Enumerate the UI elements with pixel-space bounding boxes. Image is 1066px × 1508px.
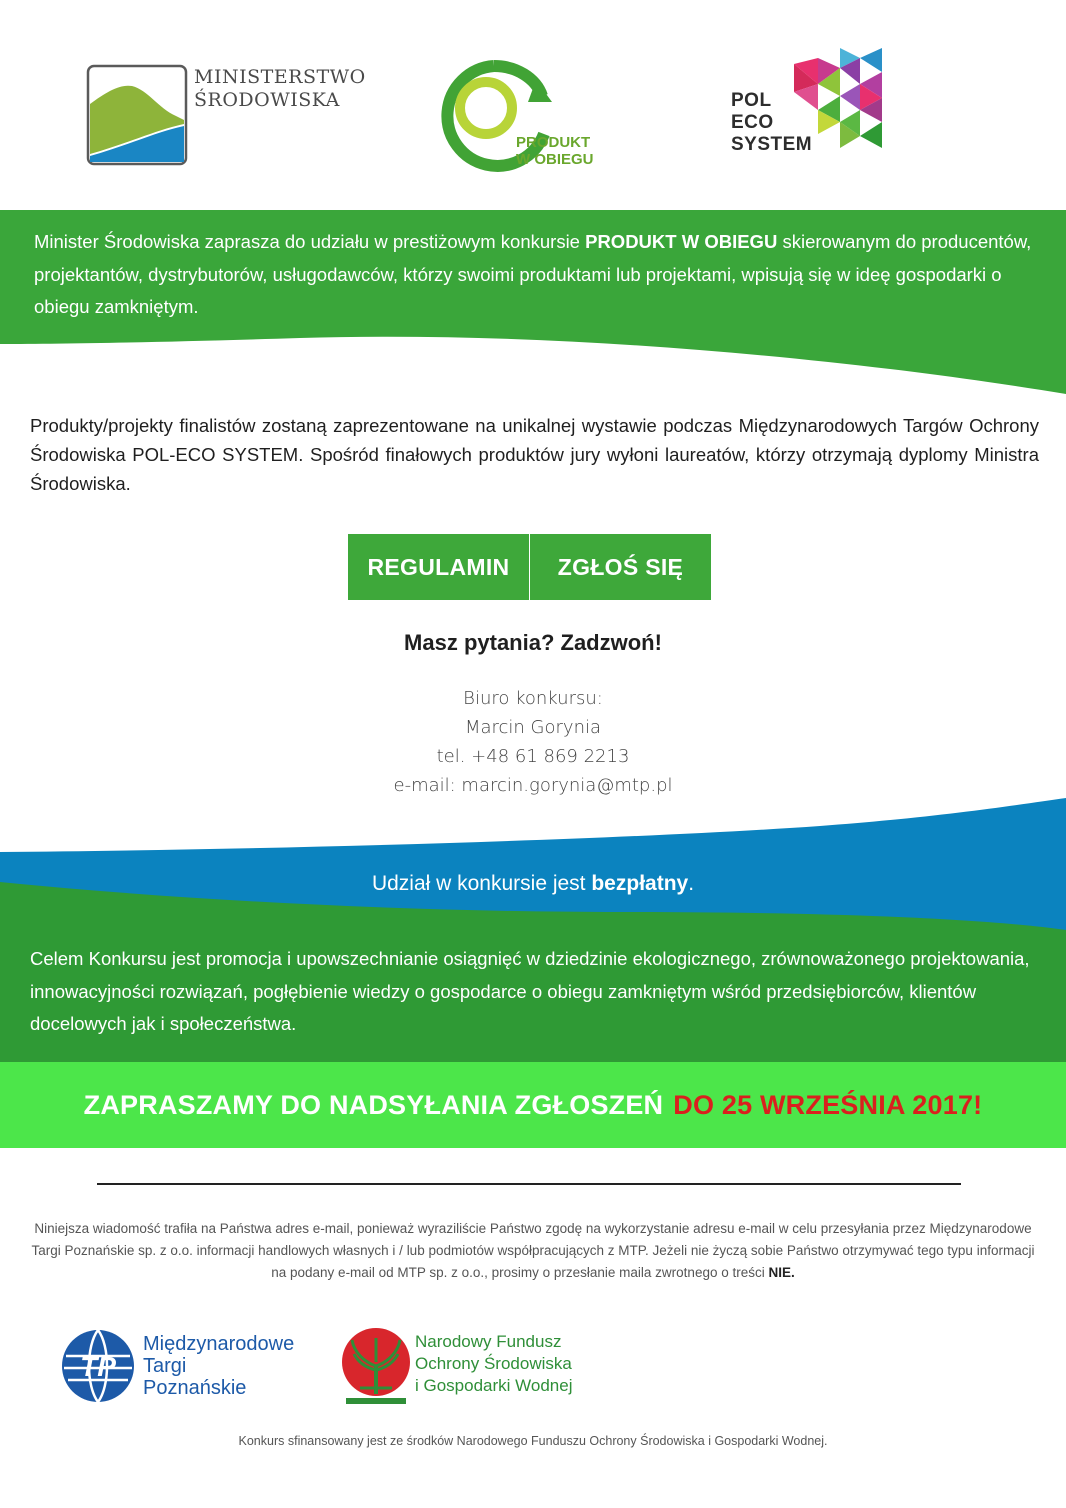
apply-button[interactable]: ZGŁOŚ SIĘ <box>530 534 711 600</box>
email-disclaimer: Niniejsza wiadomość trafiła na Państwa adres e-mail, ponieważ wyraziliście Państwo zgodę na wykorzystanie adresu e-mail w celu przesyłania przez Międzynarodowe Targi Poznańskie sp. z o.o. informacji handlowych własnych i / lub podmiotów współpracujących z MTP. Jeżeli nie życzą sobie Państwo otrzymywać tego typu informacji na podany e-mail od MTP sp. z o.o., prosimy o przesłanie maila zwrotnego o treści NIE. <box>31 1221 1035 1280</box>
svg-text:TP: TP <box>80 1351 116 1382</box>
mtp-logo-text: Międzynarodowe Targi Poznańskie <box>143 1333 295 1399</box>
exhibition-paragraph: Produkty/projekty finalistów zostaną zaprezentowane na unikalnej wystawie podczas Międzynarodowych Targów Ochrony Środowiska POL-ECO SYSTEM. Spośród finałowych produktów jury wyłoni laureatów, którzy otrzymają dyplomy Ministra Środowiska. <box>30 415 1039 494</box>
contact-phone[interactable]: tel. +48 61 869 2213 <box>436 746 630 767</box>
funding-note: Konkurs sfinansowany jest ze środków Narodowego Funduszu Ochrony Środowiska i Gospodarki Wodnej. <box>238 1434 828 1448</box>
pol-eco-system-logo-text: POL ECO SYSTEM <box>731 90 813 155</box>
contact-info <box>0 684 1066 800</box>
deadline-date: DO 25 WRZEŚNIA 2017! <box>673 1089 983 1120</box>
contact-email[interactable]: e-mail: marcin.gorynia@mtp.pl <box>393 775 673 796</box>
deadline-banner-text: ZAPRASZAMY DO NADSYŁANIA ZGŁOSZEŃ <box>83 1089 664 1120</box>
mtp-globe-logo <box>58 1326 138 1406</box>
divider <box>97 1183 961 1185</box>
deadline-banner <box>0 1062 1066 1148</box>
intro-text: Minister Środowiska zaprasza do udziału w prestiżowym konkursie PRODUKT W OBIEGU skierowanym do producentów, projektantów, dystrybutorów, usługodawców, którzy swoimi produktami lub projektami, wpisują się w ideę gospodarki o obiegu zamkniętym. <box>34 231 1032 317</box>
free-participation-text: Udział w konkursie jest bezpłatny. <box>371 872 695 895</box>
regulamin-button[interactable]: REGULAMIN <box>348 534 529 600</box>
ministry-logo-text: MINISTERSTWO ŚRODOWISKA <box>194 66 366 111</box>
questions-heading: Masz pytania? Zadzwoń! <box>404 630 662 655</box>
contest-goal-text: Celem Konkursu jest promocja i upowszechnianie osiągnięć w dziedzinie ekologicznego, zrównoważonego projektowania, innowacyjności rozwiązań, pogłębienie wiedzy o gospodarce o obiegu zamkniętym wśród przedsiębiorców, klientów docelowych jak i społeczeństwa. <box>30 948 1030 1034</box>
contact-office: Biuro konkursu: <box>463 688 603 709</box>
intro-highlight: PRODUKT W OBIEGU <box>585 231 778 252</box>
contact-person: Marcin Gorynia <box>464 717 602 738</box>
product-logo-text: PRODUKT W OBIEGU <box>516 134 594 168</box>
nfosigw-logo <box>340 1326 412 1406</box>
nfosigw-logo-text: Narodowy Fundusz Ochrony Środowiska i Gospodarki Wodnej <box>415 1332 573 1395</box>
